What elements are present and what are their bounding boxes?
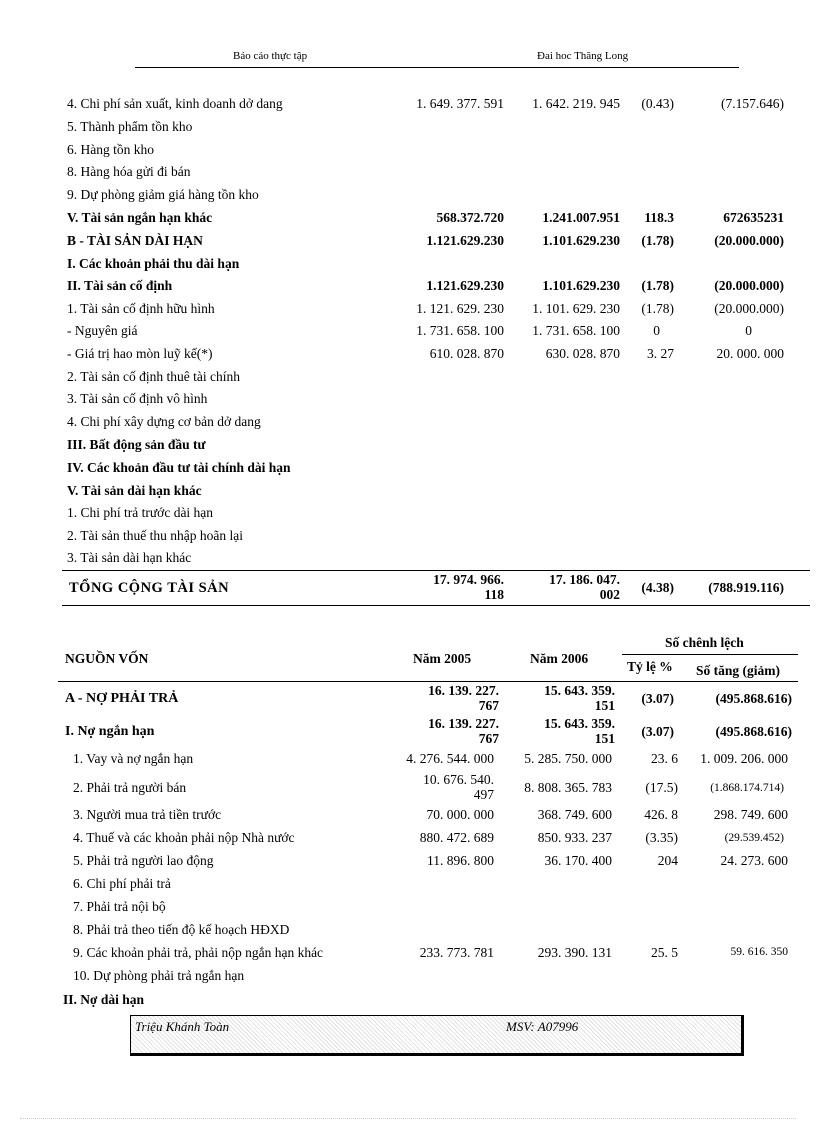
- table-row: 9. Các khoản phải trả, phải nộp ngắn hạn khác 233. 773. 781 293. 390. 131 25. 5 59. 616. 350: [73, 945, 788, 960]
- liab-i-row: I. Nợ ngắn hạn 16. 139. 227. 767 15. 643. 359. 151 (3.07) (495.868.616): [65, 716, 792, 746]
- page-bottom-dots: [20, 1118, 796, 1119]
- table-row: 8. Phải trả theo tiến độ kế hoạch HĐXD: [73, 922, 290, 937]
- table-row: - Giá trị hao mòn luỹ kế(*) 610. 028. 870 630. 028. 870 3. 27 20. 000. 000: [67, 346, 784, 361]
- liab-a-row: A - NỢ PHẢI TRẢ 16. 139. 227. 767 15. 643. 359. 151 (3.07) (495.868.616): [65, 683, 792, 713]
- table-row: - Nguyên giá 1. 731. 658. 100 1. 731. 658. 100 0 0: [67, 323, 752, 338]
- table-row: 4. Thuế và các khoản phải nộp Nhà nước 880. 472. 689 850. 933. 237 (3.35) (29.539.452): [73, 830, 784, 845]
- diff-header-rule: [622, 654, 798, 655]
- footer-box: [130, 1015, 744, 1056]
- table-row: 7. Phải trả nội bộ: [73, 899, 166, 914]
- table-row: III. Bất động sản đầu tư: [67, 437, 206, 452]
- table-row: 9. Dự phòng giảm giá hàng tồn kho: [67, 187, 259, 202]
- total-assets-row: TỔNG CỘNG TÀI SẢN 17. 974. 966. 118 17. 186. 047. 002 (4.38) (788.919.116): [69, 572, 784, 602]
- table-row: 5. Thành phẩm tồn kho: [67, 119, 193, 134]
- capital-header: NGUỒN VỐN Năm 2005 Năm 2006 Số chênh lệch Tỷ lệ % Số tăng (giảm): [65, 635, 780, 678]
- table-row: B - TÀI SẢN DÀI HẠN 1.121.629.230 1.101.629.230 (1.78) (20.000.000): [67, 233, 784, 248]
- table-row: 3. Tài sản dài hạn khác: [67, 550, 192, 565]
- table-row: 1. Tài sản cố định hữu hình 1. 121. 629. 230 1. 101. 629. 230 (1.78) (20.000.000): [67, 301, 784, 316]
- header-left: Báo cáo thực tập: [233, 50, 308, 62]
- table-row: 2. Phải trả người bán 10. 676. 540. 497 8. 808. 365. 783 (17.5) (1.868.174.714): [73, 772, 784, 802]
- student-id: MSV: A07996: [506, 1019, 579, 1034]
- liab-ii-row: II. Nợ dài hạn: [63, 992, 145, 1007]
- table-row: V. Tài sản ngắn hạn khác 568.372.720 1.241.007.951 118.3 672635231: [67, 210, 784, 225]
- total-bottom-rule: [62, 605, 810, 606]
- author-name: Triệu Khánh Toàn: [135, 1019, 230, 1034]
- table-row: 8. Hàng hóa gửi đi bán: [67, 164, 191, 179]
- table-row: I. Các khoản phải thu dài hạn: [67, 256, 240, 271]
- table-row: 5. Phải trả người lao động 11. 896. 800 36. 170. 400 204 24. 273. 600: [73, 853, 788, 868]
- table-row: 10. Dự phòng phải trả ngắn hạn: [73, 968, 245, 983]
- table-row: 2. Tài sản thuế thu nhập hoãn lại: [67, 528, 243, 543]
- capital-header-rule: [58, 681, 798, 682]
- table-row: IV. Các khoản đầu tư tài chính dài hạn: [67, 460, 291, 475]
- table-row: 2. Tài sản cố định thuê tài chính: [67, 369, 240, 384]
- table-row: 3. Người mua trả tiền trước 70. 000. 000 368. 749. 600 426. 8 298. 749. 600: [73, 807, 788, 822]
- table-row: 1. Chi phí trả trước dài hạn: [67, 505, 214, 520]
- total-top-rule: [62, 570, 810, 571]
- header-right: Đai hoc Thăng Long: [537, 50, 629, 62]
- table-row: 1. Vay và nợ ngắn hạn 4. 276. 544. 000 5. 285. 750. 000 23. 6 1. 009. 206. 000: [73, 751, 788, 766]
- header-rule: [135, 67, 739, 68]
- table-row: 4. Chi phí xây dựng cơ bản dở dang: [67, 414, 261, 429]
- table-row: 4. Chi phí sản xuất, kinh doanh dở dang 1. 649. 377. 591 1. 642. 219. 945 (0.43) (7.157.646): [67, 96, 784, 111]
- table-row: II. Tài sản cố định 1.121.629.230 1.101.629.230 (1.78) (20.000.000): [67, 278, 784, 293]
- table-row: 6. Chi phí phải trả: [73, 876, 171, 891]
- table-row: V. Tài sản dài hạn khác: [67, 483, 202, 498]
- table-row: 3. Tài sản cố định vô hình: [67, 391, 208, 406]
- table-row: 6. Hàng tồn kho: [67, 142, 154, 157]
